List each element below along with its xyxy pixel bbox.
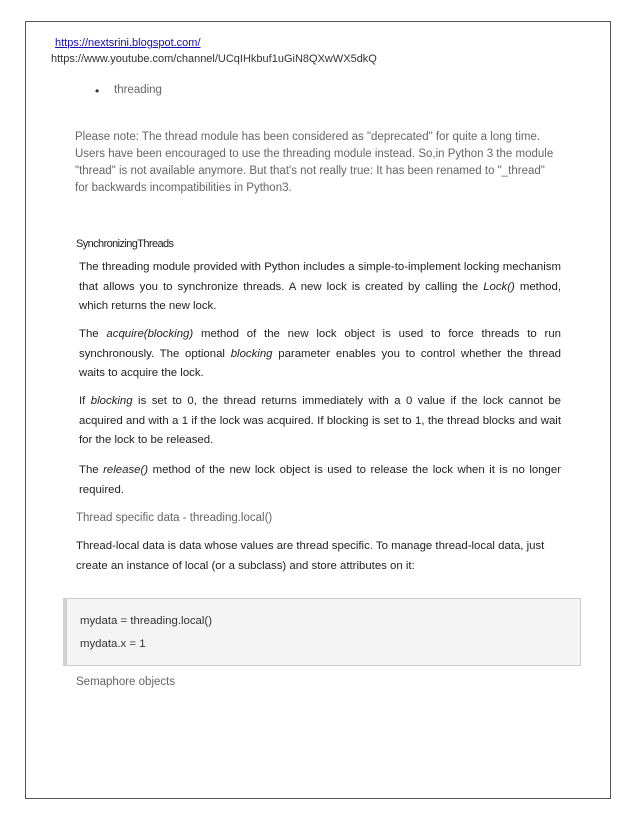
bullet-threading: threading — [114, 84, 162, 96]
text: method of the new lock object is used to force threads to run synchronously. The optional — [79, 328, 561, 360]
text: method, which returns the new lock. — [79, 280, 561, 312]
text: parameter enables you to control whether the thread waits to acquire the lock. — [79, 347, 562, 379]
code-line: mydata = threading.local() — [80, 615, 213, 627]
emphasis: Lock() — [483, 280, 515, 293]
blog-link[interactable]: https://nextsrini.blogspot.com/ — [55, 37, 201, 49]
youtube-url: https://www.youtube.com/channel/UCqIHkbuf1uGiN8QXwWX5dkQ — [51, 53, 377, 65]
emphasis: release() — [103, 464, 149, 476]
bullet-icon: • — [95, 84, 100, 98]
text: If — [79, 395, 91, 407]
code-line: mydata.x = 1 — [80, 638, 146, 650]
text: The — [79, 328, 107, 340]
paragraph-release — [79, 461, 561, 500]
thread-local-paragraph: Thread-local data is data whose values are thread specific. To manage thread-local data, just create an instance of local (or a subclass) and store attributes on it: — [76, 540, 545, 572]
text: The — [79, 464, 104, 476]
text: method of the new lock object is used to release the lock when it is no longer required. — [79, 464, 561, 496]
emphasis: blocking — [230, 347, 273, 360]
deprecation-note: Please note: The thread module has been considered as "deprecated" for quite a long time. Users have been encouraged to use the threading module instead. So,in Python 3 the module "thread" is not available anymore. But that's not really true: It has been renamed to "_thread" for backwards incompatibilities in Python3. — [75, 131, 554, 194]
code-block — [63, 598, 581, 666]
text: is set to 0, the thread returns immediately with a 0 value if the lock cannot be acquired and with a 1 if the lock was acquired. If blocking is set to 1, the thread blocks and wait for the lock to be released. — [79, 395, 561, 446]
emphasis: blocking — [90, 395, 133, 407]
paragraph-blocking — [79, 392, 561, 451]
paragraph-acquire — [79, 325, 561, 384]
emphasis: acquire(blocking) — [106, 328, 194, 340]
section-heading: SynchronizingThreads — [76, 238, 174, 250]
paragraph-lock — [79, 258, 561, 317]
thread-local-heading: Thread specific data - threading.local() — [76, 512, 273, 524]
semaphore-heading: Semaphore objects — [76, 676, 176, 688]
text: The threading module provided with Python includes a simple-to-implement locking mechanism that allows you to synchronize threads. A new lock is created by calling the — [79, 261, 561, 293]
